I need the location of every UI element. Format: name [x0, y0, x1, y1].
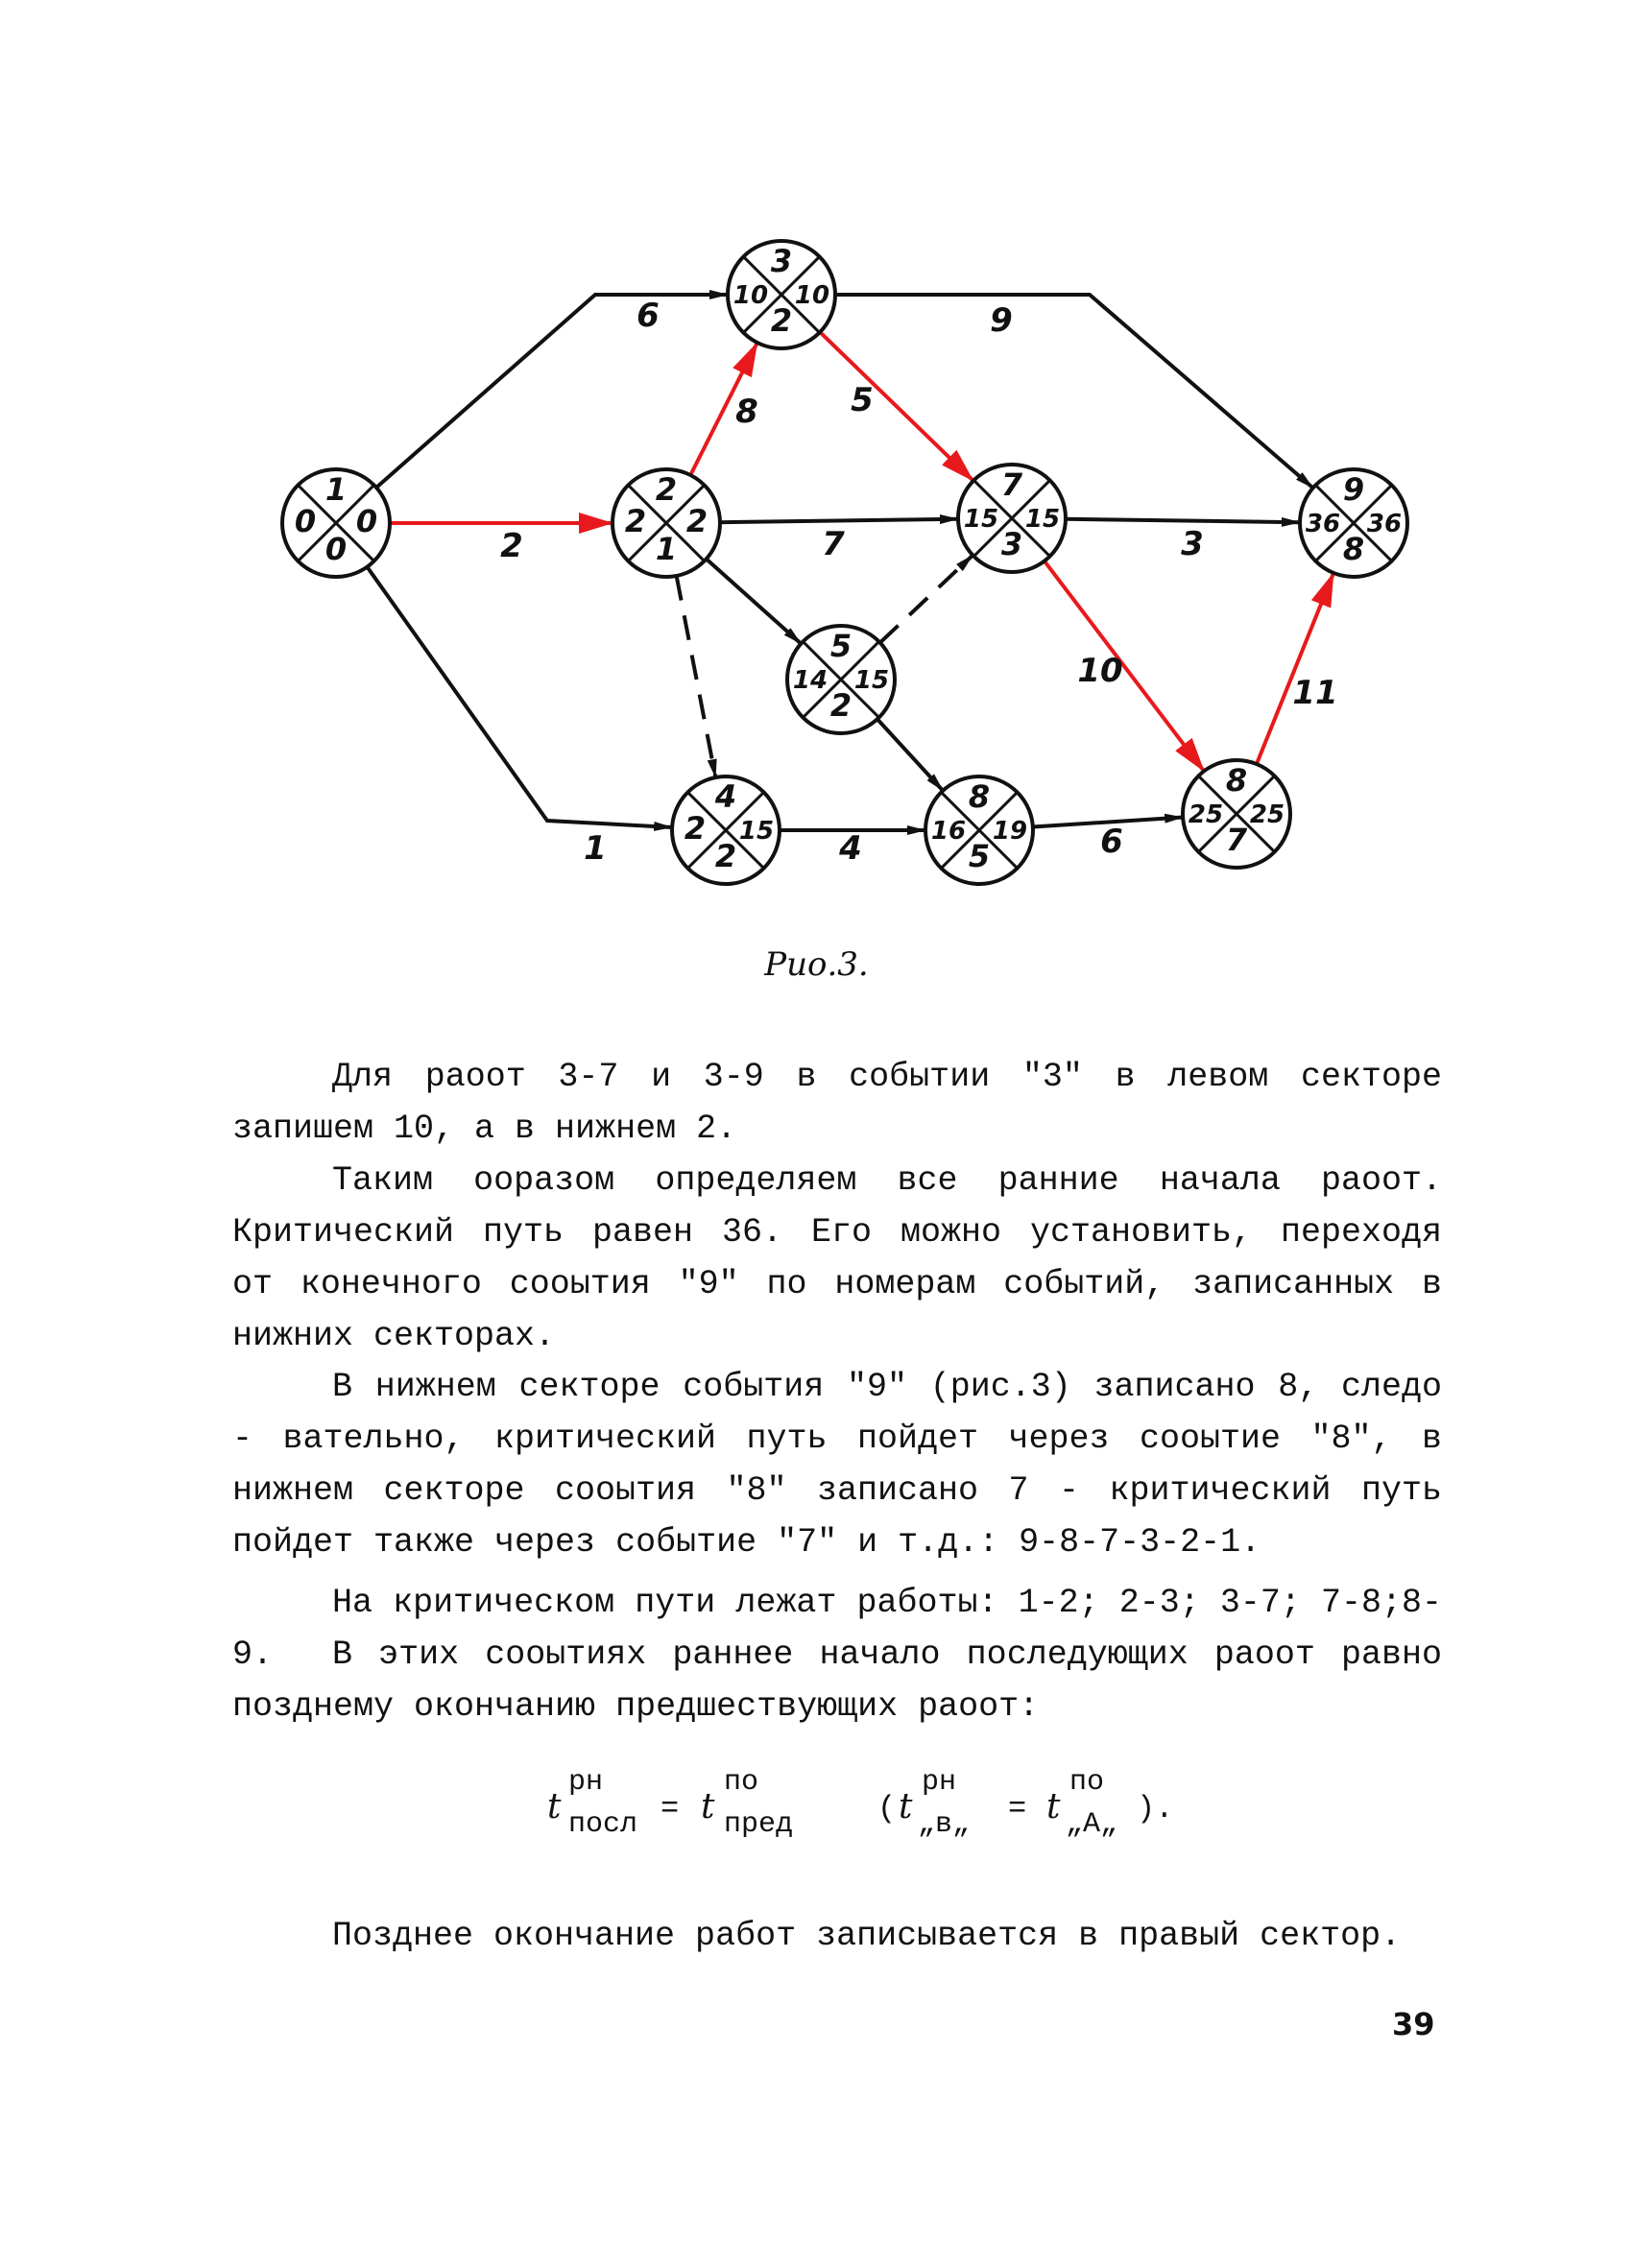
edge-label-8-9: 11 [1292, 674, 1338, 712]
node-8-right-sector: 25 [1249, 800, 1285, 829]
edge-label-7-9: 3 [1181, 525, 1204, 563]
network-diagram [0, 0, 1633, 921]
edge-label-1-2: 2 [500, 527, 523, 565]
formula-sup3: рн [922, 1766, 957, 1799]
formula-eq2: = [1008, 1791, 1027, 1826]
node-8-bottom-sector: 7 [1225, 822, 1248, 858]
node-5-bottom-sector: 2 [829, 687, 853, 724]
edge-label-2-7: 7 [822, 525, 845, 563]
edge-label-6-8: 6 [1100, 823, 1123, 861]
edge-2-4 [677, 576, 716, 777]
edge-7-8-critical [1045, 561, 1204, 772]
formula-sub4: „А„ [1066, 1808, 1118, 1841]
node-3-bottom-sector: 2 [770, 302, 793, 339]
edge-label-4-6: 4 [839, 829, 862, 868]
edge-1-4 [367, 567, 672, 827]
paragraph-1: Для раоот 3-7 и 3-9 в событии "3" в левом секторе запишем 10, а в нижнем 2. [232, 1058, 1442, 1148]
node-1-bottom-sector: 0 [324, 531, 348, 567]
node-8-left-sector: 25 [1188, 800, 1224, 829]
formula-sup4: по [1069, 1766, 1105, 1799]
node-6-left-sector: 16 [930, 817, 967, 846]
node-4-bottom-sector: 2 [714, 838, 737, 874]
node-1-left-sector: 0 [294, 503, 317, 539]
node-4-right-sector: 15 [738, 817, 775, 846]
paragraph-3: В нижнем секторе события "9" (рис.3) записано 8, следо - вательно, критический путь пойдет через сооытие "8", в нижнем секторе сооытия "8" записано 7 - критический путь пойдет также через событие "7" и т.д.: 9-8-7-3-2-1. [232, 1368, 1442, 1562]
edge-3-9 [835, 295, 1313, 488]
formula-sub2: пред [724, 1808, 794, 1841]
node-9-right-sector: 36 [1366, 510, 1403, 538]
formula-sup1: рн [568, 1766, 604, 1799]
node-6-bottom-sector: 5 [968, 838, 991, 874]
formula-t1: t [547, 1787, 562, 1826]
edge-1-3 [376, 295, 728, 488]
edge-7-9 [1066, 519, 1300, 522]
paragraph-6: Позднее окончание работ записывается в правый сектор. [332, 1917, 1402, 1955]
node-7-right-sector: 15 [1024, 505, 1061, 534]
node-9-left-sector: 36 [1305, 510, 1341, 538]
edge-label-2-3: 8 [735, 393, 758, 431]
node-5-left-sector: 14 [792, 666, 829, 695]
edge-label-1-4: 1 [584, 829, 607, 868]
edge-2-5 [707, 559, 802, 643]
node-7-top-sector: 7 [1000, 466, 1023, 503]
node-6-top-sector: 8 [968, 778, 991, 815]
event-node-4 [672, 776, 780, 884]
edge-3-7-critical [820, 332, 973, 481]
formula-close: ). [1137, 1791, 1174, 1826]
page-number: 39 [1392, 2006, 1435, 2042]
node-6-right-sector: 19 [992, 817, 1028, 846]
event-node-1 [282, 469, 390, 577]
node-8-top-sector: 8 [1225, 762, 1248, 799]
node-7-left-sector: 15 [963, 505, 999, 534]
node-2-top-sector: 2 [655, 471, 678, 508]
paragraph-4: На критическом пути лежат работы: 1-2; 2-3; 3-7; 7-8;8-9. [232, 1584, 1442, 1674]
event-node-5 [787, 626, 895, 733]
edge-label-3-7: 5 [851, 381, 874, 419]
formula [538, 1766, 1210, 1862]
node-3-top-sector: 3 [770, 243, 793, 279]
node-3-right-sector: 10 [794, 281, 830, 310]
paragraph-5: В этих сооытиях раннее начало последующих раоот равно позднему окончанию предшествующих раоот: [232, 1635, 1442, 1726]
node-5-top-sector: 5 [829, 628, 853, 664]
formula-t2: t [701, 1787, 715, 1826]
edge-2-7 [720, 519, 958, 522]
node-2-bottom-sector: 1 [655, 531, 678, 567]
paragraph-2: Таким ооразом определяем все ранние начала раоот. Критический путь равен 36. Его можно установить, переходя от конечного сооытия "9" по номерам событий, записанных в нижних секторах. [232, 1161, 1442, 1355]
event-node-2 [612, 469, 720, 577]
node-2-right-sector: 2 [685, 503, 708, 539]
node-7-bottom-sector: 3 [1000, 526, 1023, 562]
formula-sub1: посл [568, 1808, 638, 1841]
node-4-left-sector: 2 [684, 810, 707, 847]
figure-caption: Рио.3. [764, 945, 869, 984]
event-node-8 [1183, 760, 1290, 868]
event-node-3 [728, 241, 835, 348]
node-2-left-sector: 2 [624, 503, 647, 539]
event-node-7 [958, 465, 1066, 572]
event-node-6 [925, 776, 1033, 884]
node-3-left-sector: 10 [732, 281, 769, 310]
formula-sup2: по [724, 1766, 759, 1799]
edge-8-9-critical [1257, 573, 1333, 764]
formula-eq1: = [660, 1791, 680, 1826]
formula-sub3: „в„ [918, 1808, 971, 1841]
edge-label-7-8: 10 [1077, 652, 1123, 690]
formula-open: ( [877, 1791, 897, 1826]
node-1-right-sector: 0 [355, 503, 378, 539]
edge-5-6 [877, 719, 943, 790]
formula-t4: t [1046, 1787, 1061, 1826]
node-4-top-sector: 4 [714, 778, 737, 815]
node-1-top-sector: 1 [324, 471, 348, 508]
node-5-right-sector: 15 [853, 666, 890, 695]
formula-t3: t [899, 1787, 913, 1826]
edge-label-3-9: 9 [990, 301, 1013, 340]
edge-5-7 [880, 555, 973, 642]
edge-label-1-3: 6 [636, 297, 660, 335]
node-9-top-sector: 9 [1342, 471, 1365, 508]
event-node-9 [1300, 469, 1407, 577]
node-9-bottom-sector: 8 [1342, 531, 1365, 567]
